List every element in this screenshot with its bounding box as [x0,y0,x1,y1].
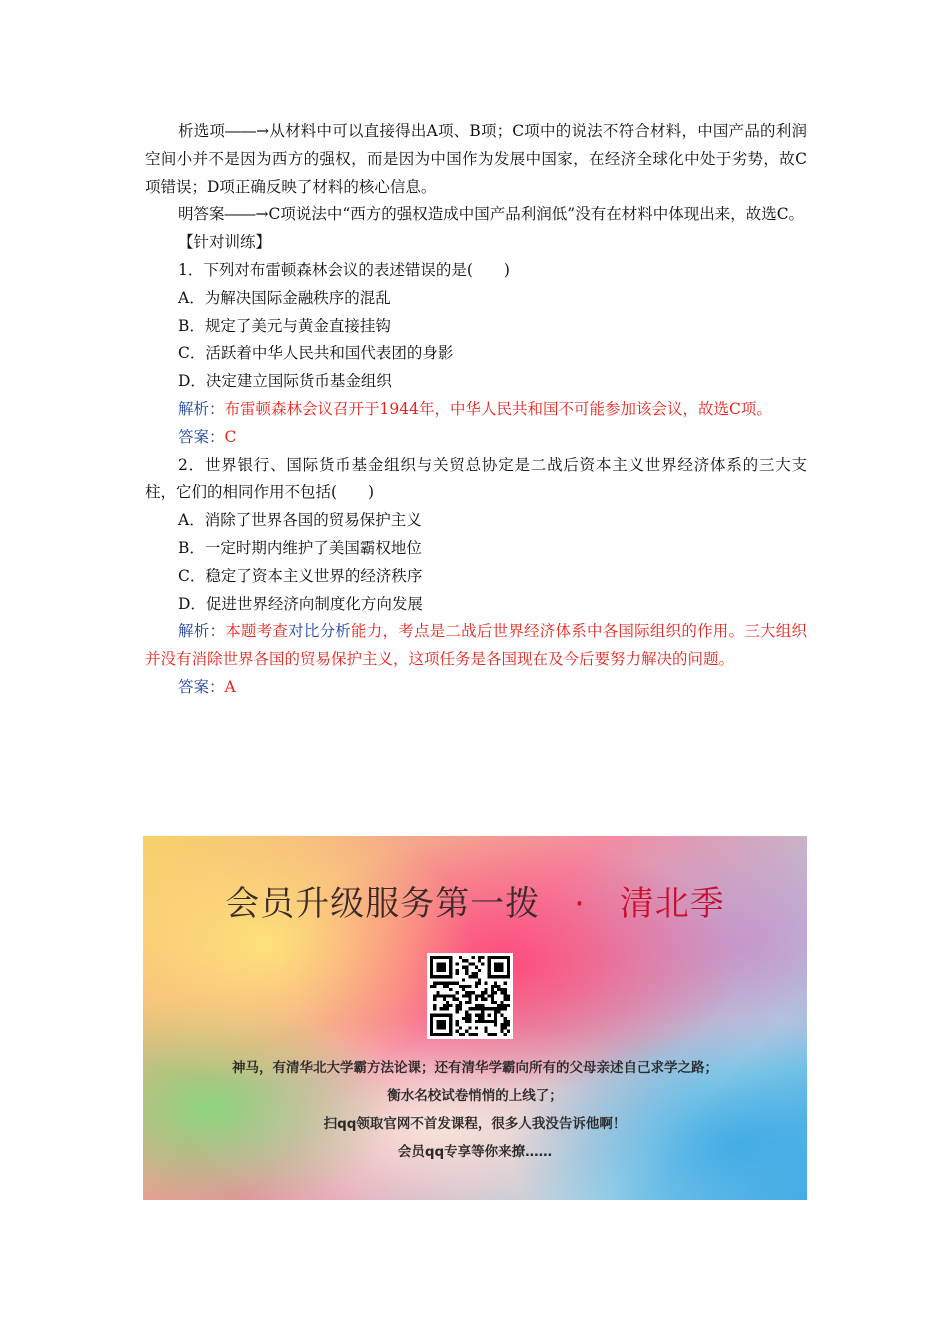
answer-label: 答案： [178,427,225,446]
analysis-paragraph-2: 明答案――→C项说法中“西方的强权造成中国产品利润低”没有在材料中体现出来，故选C。 [178,205,805,224]
banner-title-main: 会员升级服务第一拨 [225,884,541,924]
question-2-option-a: A．消除了世界各国的贸易保护主义 [178,511,422,530]
banner-line-1: 神马，有清华北大学霸方法论课；还有清华学霸向所有的父母亲述自己求学之路； [232,1060,718,1076]
banner-line-3: 扫qq领取官网不首发课程，很多人我没告诉他啊！ [323,1116,627,1132]
analysis-paragraph-1: 析选项――→从材料中可以直接得出A项、B项；C项中的说法不符合材料，中国产品的利润空间小并不是因为西方的强权，而是因为中国作为发展中国家，在经济全球化中处于劣势，故C项错误；D项正确反映了材料的核心信息。 [145,122,807,196]
question-2-option-d: D．促进世界经济向制度化方向发展 [178,594,423,613]
question-1-option-a: A．为解决国际金融秩序的混乱 [178,288,391,307]
banner-text-block [143,1054,807,1166]
question-1-option-b: B．规定了美元与黄金直接挂钩 [178,316,391,335]
analysis-text-d: 二战后世界经济体系中各国际组织的作用。三大组织并没有消除世界各国的贸易保护主义，这项任务是各国现在及今后要努力解决的问题。 [145,622,807,669]
question-1-answer [145,424,807,452]
qr-code-icon[interactable] [427,953,513,1039]
analysis-text: 布雷顿森林会议召开于1944年，中华人民共和国不可能参加该会议，故选C项。 [224,399,772,418]
question-2-stem: 2．世界银行、国际货币基金组织与关贸总协定是二战后资本主义世界经济体系的三大支柱，它们的相同作用不包括( ) [145,455,807,502]
question-1-option-c: C．活跃着中华人民共和国代表团的身影 [178,344,454,363]
question-1-stem: 1．下列对布雷顿森林会议的表述错误的是( ) [178,260,510,279]
analysis-label: 解析： [178,399,225,418]
banner-line-2: 衡水名校试卷悄悄的上线了； [387,1088,563,1104]
question-2-answer [145,674,807,702]
banner-title [143,876,807,925]
question-1-analysis [145,396,807,424]
answer-label: 答案： [178,677,225,696]
question-2-option-c: C．稳定了资本主义世界的经济秩序 [178,566,423,585]
banner-title-season: 清北季 [619,884,725,924]
analysis-text-c: 能力，考点是 [351,622,446,641]
banner-line-4: 会员qq专享等你来撩…… [397,1144,553,1160]
qr-code-graphic [430,956,510,1036]
question-2-analysis [145,618,807,674]
answer-value: C [224,427,237,446]
analysis-text-b: 对比分析 [288,622,352,641]
section-title: 【针对训练】 [178,233,272,252]
question-2-option-b: B．一定时期内维护了美国霸权地位 [178,538,422,557]
question-1-option-d: D．决定建立国际货币基金组织 [178,372,392,391]
promo-banner [143,836,807,1200]
analysis-text-a: 本题考查 [225,622,289,641]
document-body [145,118,807,702]
answer-value: A [224,677,236,696]
banner-title-dot: · [574,884,586,924]
analysis-label: 解析： [178,622,226,641]
